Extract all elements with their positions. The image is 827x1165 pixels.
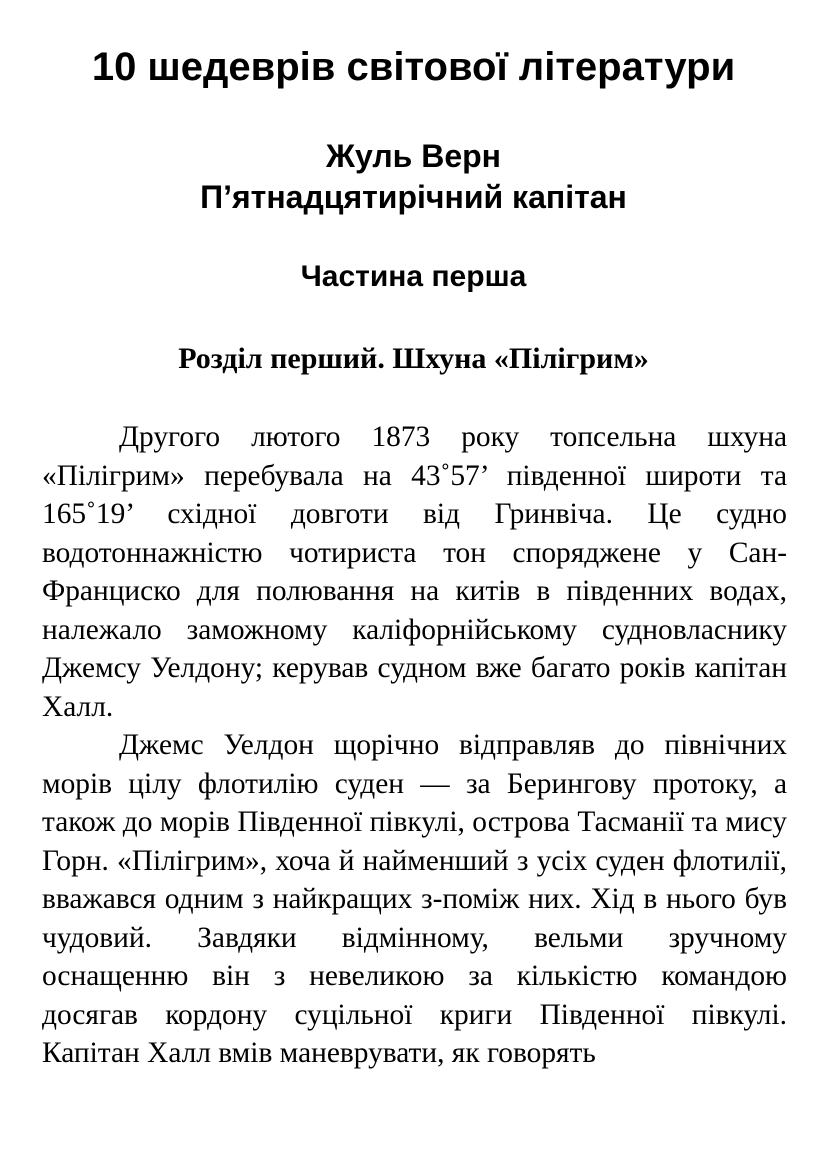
book-title: П’ятнадцятирічний капітан (200, 179, 627, 215)
paragraph: Другого лютого 1873 року топсельна шхуна «Пілігрим» перебувала на 43˚57’ південної широти та 165˚19’ східної довготи від Гринвіча. Це судно водотоннажністю чотириста тон споряджене у Сан-Франциско для полювання на китів в південних водах, належало заможному каліфорнійському судновласнику Джемсу Уелдону; керував судном вже багато років капітан Халл. (42, 421, 787, 723)
author-name: Жуль Верн (326, 138, 501, 174)
chapter-title: Розділ перший. Шхуна «Пілігрим» (178, 342, 649, 375)
paragraph: Джемс Уелдон щорічно відправляв до північних морів цілу флотилію суден — за Берингову протоку, а також до морів Південної півкулі, острова Тасманії та мису Горн. «Пілігрим», хоча й найменший з усіх суден флотилії, вважався одним з найкращих з-поміж них. Хід в нього був чудовий. Завдяки відмінному, вельми зручному оснащенню він з невеликою за кількістю командою досягав кордону суцільної криги Південної півкулі. Капітан Халл вмів маневрувати, як говорять (42, 729, 787, 1069)
body-text (42, 418, 787, 1073)
part-title: Частина перша (300, 260, 527, 293)
series-title: 10 шедеврів світової літератури (91, 45, 736, 89)
